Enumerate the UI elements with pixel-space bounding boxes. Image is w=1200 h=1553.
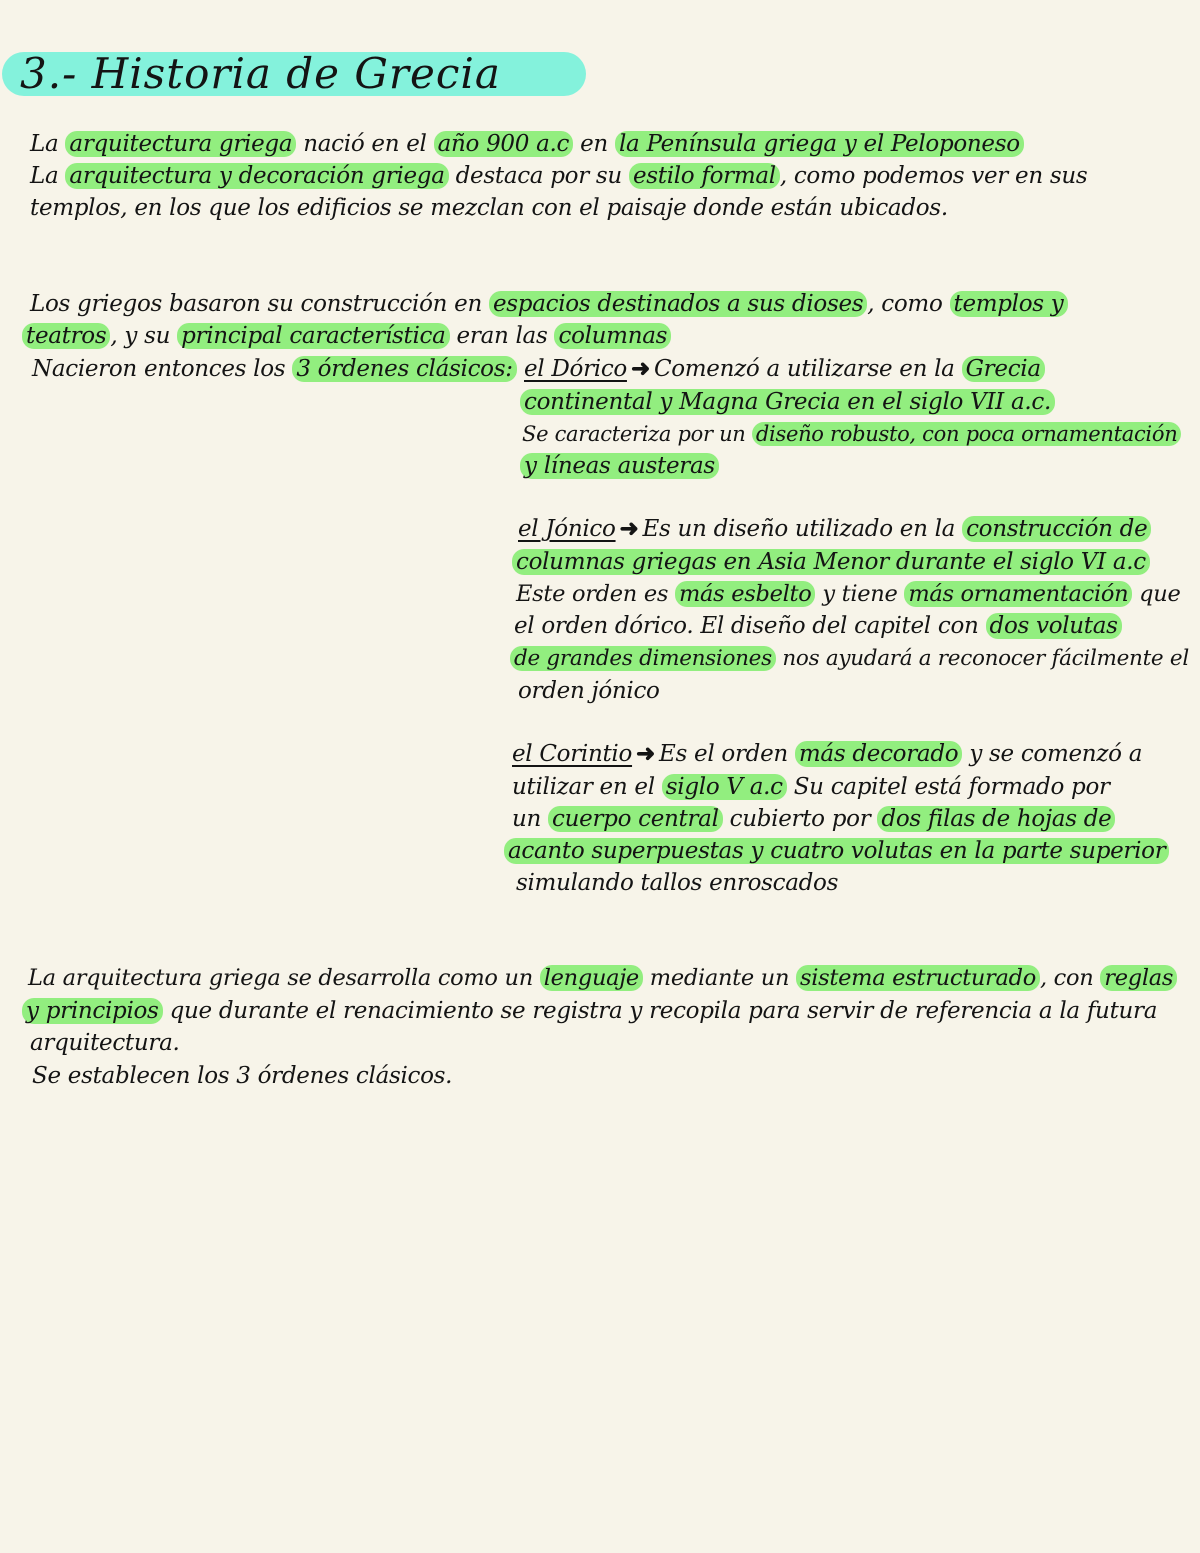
highlight: Grecia: [962, 356, 1045, 382]
highlight: dos filas de hojas de: [877, 806, 1115, 832]
highlight: cuerpo central: [548, 806, 723, 832]
closing-line-3: arquitectura.: [30, 1030, 180, 1056]
highlight: y líneas austeras: [520, 453, 719, 479]
title-highlight: [0, 50, 590, 98]
corinthian-line-1: el Corintio ➜ Es el orden más decorado y se comenzó a: [512, 740, 1143, 767]
doric-line-3: Se caracteriza por un diseño robusto, con poca ornamentación: [522, 418, 1181, 450]
highlight: de grandes dimensiones: [510, 646, 776, 671]
section2-line-2: teatros , y su principal característica eran las columnas: [22, 320, 671, 352]
highlight: arquitectura y decoración griega: [65, 163, 448, 189]
closing-line-2: y principios que durante el renacimiento se registra y recopila para servir de referencia a la futura: [22, 995, 1157, 1027]
highlight: sistema estructurado: [796, 965, 1040, 991]
highlight: más ornamentación: [904, 581, 1132, 607]
highlight: columnas griegas en Asia Menor durante el siglo VI a.c: [512, 549, 1150, 575]
intro-line-3: templos, en los que los edificios se mezclan con el paisaje donde están ubicados.: [30, 195, 948, 221]
closing-line-1: La arquitectura griega se desarrolla como un lenguaje mediante un sistema estructurado , con reglas: [28, 962, 1177, 994]
highlight: principal característica: [177, 323, 449, 349]
ionic-line-3: Este orden es más esbelto y tiene más ornamentación que: [516, 581, 1181, 607]
highlight: más decorado: [795, 741, 962, 767]
corinthian-heading: el Corintio: [512, 741, 633, 767]
arrow-right-icon: ➜: [636, 740, 656, 767]
ionic-line-5: de grandes dimensiones nos ayudará a reconocer fácilmente el: [510, 643, 1189, 675]
highlight: teatros: [22, 323, 110, 349]
page-title: 3.- Historia de Grecia: [20, 49, 501, 98]
closing-line-4: Se establecen los 3 órdenes clásicos.: [32, 1063, 453, 1089]
doric-line-2: [520, 386, 1055, 418]
intro-line-2: La arquitectura y decoración griega destaca por su estilo formal , como podemos ver en sus: [30, 163, 1088, 189]
highlight: año 900 a.c: [434, 131, 574, 157]
ionic-heading: el Jónico: [518, 516, 616, 542]
highlight: continental y Magna Grecia en el siglo VII a.c.: [520, 389, 1055, 415]
arrow-right-icon: ➜: [630, 355, 650, 382]
doric-line-1: el Dórico ➜ Comenzó a utilizarse en la Grecia: [524, 353, 1045, 385]
highlight: 3 órdenes clásicos:: [292, 356, 516, 382]
intro-line-1: La arquitectura griega nació en el año 900 a.c en la Península griega y el Peloponeso: [30, 128, 1024, 160]
doric-heading: el Dórico: [524, 356, 627, 382]
highlight: templos y: [950, 291, 1068, 317]
highlight: dos volutas: [986, 613, 1122, 639]
section2-line-3: Nacieron entonces los 3 órdenes clásicos:: [32, 353, 517, 385]
ionic-line-4: el orden dórico. El diseño del capitel con dos volutas: [514, 610, 1122, 642]
ionic-line-2: [512, 546, 1150, 578]
highlight: arquitectura griega: [65, 131, 296, 157]
corinthian-line-2: utilizar en el siglo V a.c Su capitel está formado por: [512, 774, 1110, 800]
corinthian-line-3: un cuerpo central cubierto por dos filas de hojas de: [512, 803, 1115, 835]
highlight: acanto superpuestas y cuatro volutas en la parte superior: [504, 838, 1169, 864]
highlight: construcción de: [962, 516, 1151, 542]
highlight: espacios destinados a sus dioses: [489, 291, 867, 317]
highlight: y principios: [22, 998, 163, 1024]
highlight: diseño robusto, con poca ornamentación: [752, 422, 1182, 446]
arrow-right-icon: ➜: [619, 515, 639, 542]
highlight: más esbelto: [675, 581, 816, 607]
highlight: lenguaje: [540, 965, 643, 991]
ionic-line-6: orden jónico: [518, 678, 660, 704]
highlight: siglo V a.c: [662, 774, 787, 800]
highlight: estilo formal: [629, 163, 780, 189]
highlight: la Península griega y el Peloponeso: [615, 131, 1024, 157]
corinthian-line-5: simulando tallos enroscados: [516, 870, 839, 896]
corinthian-line-4: [504, 835, 1169, 867]
highlight: reglas: [1100, 965, 1177, 991]
highlight: columnas: [554, 323, 671, 349]
ionic-line-1: el Jónico ➜ Es un diseño utilizado en la construcción de: [518, 513, 1151, 545]
section2-line-1: Los griegos basaron su construcción en espacios destinados a sus dioses , como templos y: [30, 288, 1068, 320]
doric-line-4: [520, 450, 719, 482]
